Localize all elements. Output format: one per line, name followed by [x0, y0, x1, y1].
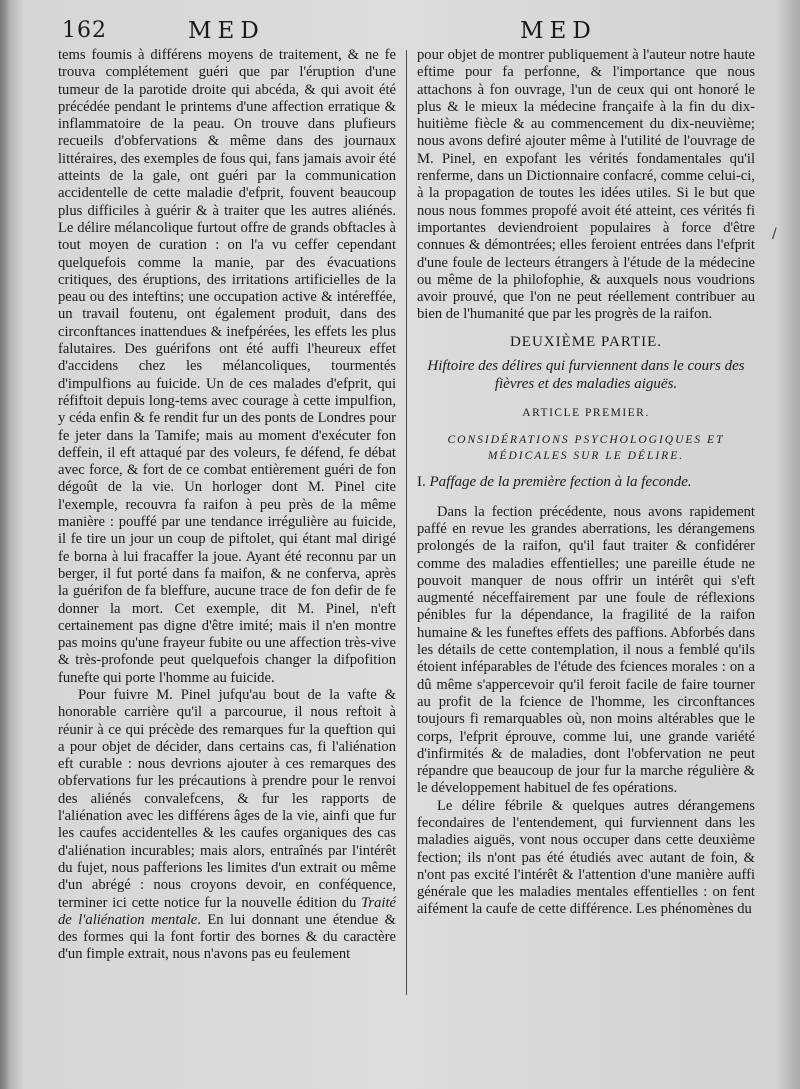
left-column — [58, 47, 396, 964]
right-paragraph-3: Le délire fébrile & quelques autres dérangemens fecondaires de l'entendement, qui furviennent dans les maladies aiguës, vont nous occuper dans cette deuxième fection; ils n'ont pas été étudiés avec autant de foin, & n'ont pas excité l'intérêt & l'attention d'une manière auffi générale que les maladies mentales effentielles : on fent aifément la caufe de cette différence. Les phénomènes du — [417, 797, 755, 918]
left-paragraph-2-start: Pour fuivre M. Pinel jufqu'au bout de la vafte & honorable carrière qu'il a parcourue, il nous reftoit à réunir à ce qui précède des remarques fur la queftion qui a pour objet de décider, dans certains cas, fi l'aliénation eft curable : nous devrions ajouter à ces remarques des obfervations fur les précautions à prendre pour le renvoi des aliénés convalefcens, & fur les rapports de l'aliénation avec les différens âges de la vie, ainfi que fur les caufes accidentelles & les caufes organiques des cas d'aliénation incurables; mais alors, entraînés par l'intérêt du fujet, nous pafferions les limites d'un extrait ou même d'un abrégé : nous croyons devoir, en conféquence, terminer ici cette notice fur la nouvelle édition du — [58, 686, 396, 911]
page-number: 162 — [62, 18, 107, 43]
part-title: DEUXIÈME PARTIE. — [509, 333, 663, 350]
sub-heading-number: I. — [417, 474, 426, 491]
article-title: ARTICLE PREMIER. — [522, 407, 650, 420]
section-heading: CONSIDÉRATIONS PSYCHOLOGIQUES ET MÉDICALES SUR LE DÉLIRE. — [447, 434, 725, 463]
right-paragraph-2: Dans la fection précédente, nous avons rapidement paffé en revue les grandes aberrations, les dérangemens prolongés de la raifon, qu'il faut traiter & confidérer comme des maladies effentielles; une pareille étude ne pouvoit manquer de nous offrir un intérêt qui s'eft augmenté néceffairement par une foule de réflexions pénibles fur la dépendance, la fragilité de la raifon humaine & les funeftes effets des paffions. Abforbés dans les détails de cette contemplation, il nous a femblé qu'ils étoient inféparables de l'étude des fciences morales : on a dû même s'appercevoir qu'il feroit facile de faire tourner au profit de la fcience de l'homme, les circonftances toujours fi remarquables où, non moins altérables que le corps, l'efprit éprouve, comme lui, une grande variété d'infirmités & de maladies, dont l'obfervation ne peut répandre que beaucoup de jour fur la marche régulière & le développement habituel de fes opérations. — [417, 503, 755, 797]
left-paragraph-2-end: . En lui donnant une étendue & des formes qui la font fortir des bornes & du caractère d'un fimple extrait, nous n'avons pas eu feulement — [58, 911, 397, 963]
book-title: Traité de l'aliénation mentale — [58, 894, 396, 928]
right-column — [417, 47, 755, 919]
left-paragraph-1: tems foumis à différens moyens de traitement, & ne fe trouva complétement guéri que par l'éruption d'une tumeur de la parotide droite qui abcéda, & qui avoit été précédée pendant le printems d'une affection erratique & inflammatoire de la peau. On trouve dans plufieurs recueils d'obfervations & même dans des journaux littéraires, des exemples de fous qui, fans jamais avoir été atteints de la gale, ont guéri par la communication accidentelle de cette maladie d'efprit, fouvent beaucoup plus difficiles à guérir & à traiter que les autres aliénés. Le délire mélancolique furtout offre de grands obftacles à tout moyen de curation : on l'a vu ceffer cependant quelquefois comme la manie, par des évacuations critiques, des éruptions, des irritations artificielles de la peau ou des inteftins; une occupation active & intéreffée, un travail foutenu, ont également produit, dans des circonftances inattendues & inefpérées, les effets les plus falutaires. Des guérifons ont été auffi l'heureux effet d'accidens chez les mélancoliques, tourmentés d'impulfions au fuicide. Un de ces malades d'efprit, qui réfiftoit depuis long-tems avec courage à cette impulfion, y céda enfin & fe rendit fur un des ponts de Londres pour fe jeter dans la Tamife; mais au moment d'exécuter fon deffein, il eft attaqué par des voleurs, fe défend, fe débat avec force, & fort de ce combat entièrement guéri de fon dégoût de la vie. Un horloger dont M. Pinel cite l'exemple, recouvra fa raifon à peu près de la même manière : pouffé par une tendance irrégulière au fuicide, il fe tire un jour un coup de piftolet, qui étant mal dirigé fe borna à lui fracaffer la joue. Ayant été reconnu par un berger, il fut porté dans fa maifon, & ne conferva, après la guérifon de fa bleffure, aucune trace de fon defir de fe donner la mort. Cet exemple, dit M. Pinel, n'eft certainement pas digne d'être imité; mais il n'en montre pas moins qu'une frayeur fubite ou une affection très-vive & très-profonde peut quelquefois changer la difpofition funefte qui porte l'homme au fuicide. — [58, 47, 396, 686]
sub-heading — [417, 474, 755, 491]
column-divider — [406, 50, 407, 995]
left-paragraph-2 — [58, 687, 396, 964]
sub-heading-text: Paffage de la première fection à la feconde. — [429, 474, 692, 491]
running-head-right: MED — [520, 18, 597, 44]
part-subtitle: Hiftoire des délires qui furviennent dans le cours des fièvres et des maladies aiguës. — [427, 358, 745, 393]
scan-edge-shadow — [0, 0, 10, 1089]
right-paragraph-1: pour objet de montrer publiquement à l'auteur notre haute eftime pour fa perfonne, & l'importance que nous attachons à fon ouvrage, l'un de ceux qui ont honoré le plus & le mieux la médecine françaife à la fin du dix-huitième fiècle & au commencement du dix-neuvième; nous avons defiré ajouter même à l'utilité de l'ouvrage de M. Pinel, en expofant les vérités fondamentales qu'il renferme, dans un Dictionnaire confacré, comme celui-ci, à la propagation de toutes les idées utiles. Si le but que nous nous fommes propofé avoit été atteint, ces vérités fi importantes deviendroient populaires à force d'être connues & démontrées; elles feroient entrées dans l'efprit d'une foule de lecteurs étrangers à l'étude de la médecine ou même de la philofophie, & auxquels nous voudrions avoir prouvé, que l'on ne peut réellement contribuer au bien de l'humanité que par les progrès de la raifon. — [417, 47, 755, 323]
running-head-left: MED — [188, 18, 265, 44]
margin-mark: / — [772, 226, 777, 242]
